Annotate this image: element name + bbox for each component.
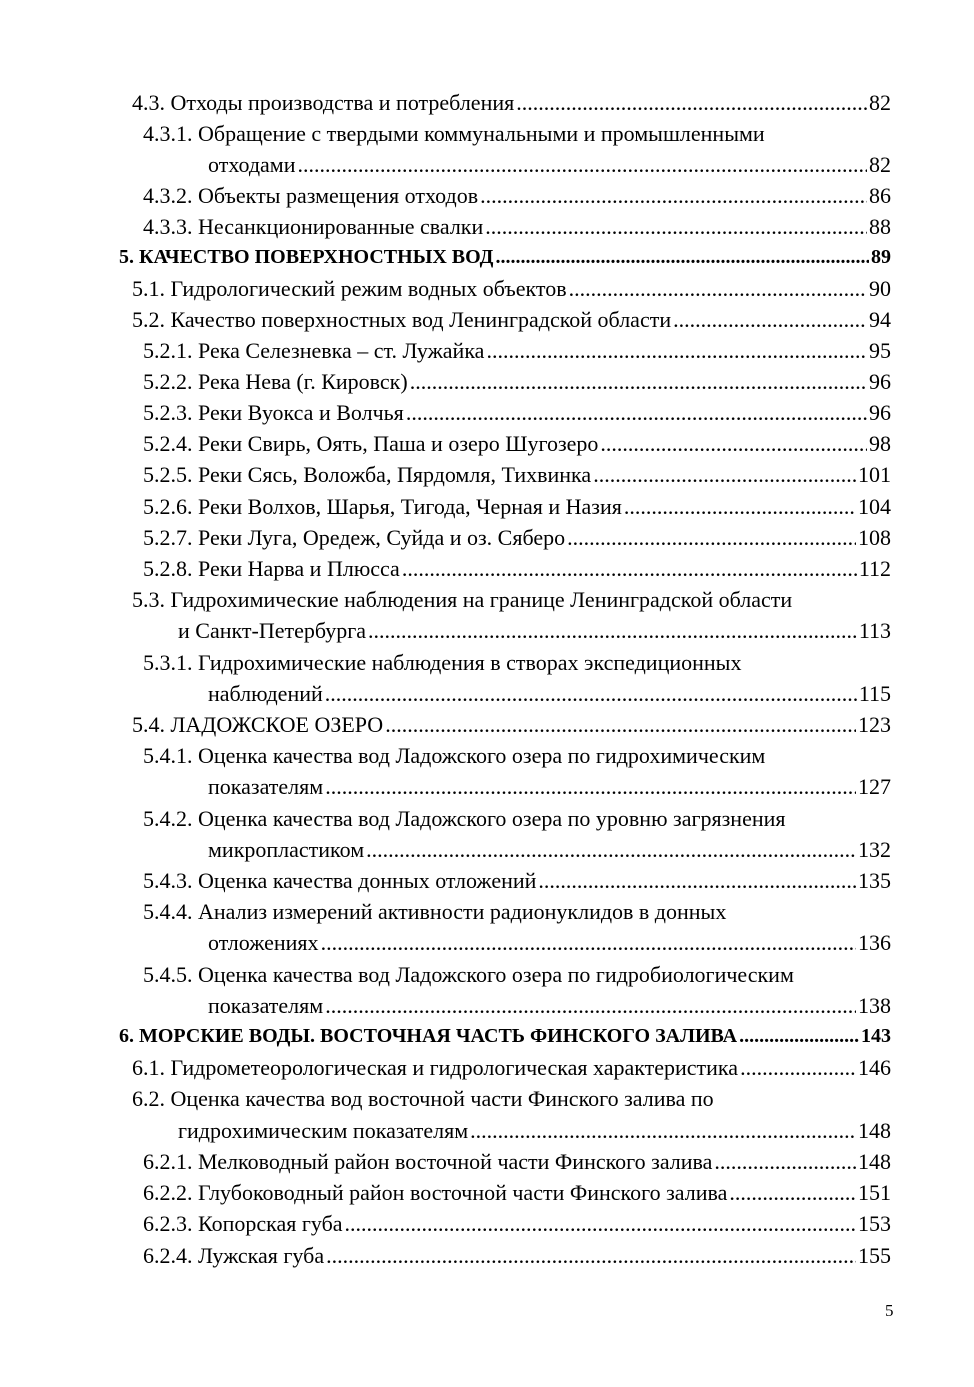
toc-entry-title: 5.1. Гидрологический режим водных объектов (132, 276, 567, 301)
dot-leader (325, 990, 856, 1021)
toc-entry[interactable] (132, 584, 792, 615)
dot-leader (368, 615, 857, 646)
toc-entry[interactable] (143, 180, 891, 211)
toc-entry-title: 5.2. Качество поверхностных вод Ленинградской области (132, 307, 672, 332)
dot-leader (740, 1052, 856, 1083)
toc-entry-title: 6. МОРСКИЕ ВОДЫ. ВОСТОЧНАЯ ЧАСТЬ ФИНСКОГО ЗАЛИВА (119, 1025, 738, 1047)
page-number: 5 (885, 1301, 894, 1320)
toc-entry-page: 94 (869, 307, 891, 332)
toc-entry[interactable] (143, 397, 891, 428)
dot-leader (325, 771, 856, 802)
toc-entry[interactable] (143, 459, 891, 490)
toc-entry[interactable] (143, 366, 891, 397)
toc-entry-title: 6.2. Оценка качества вод восточной части Финского залива по (132, 1086, 714, 1111)
dot-leader (366, 834, 856, 865)
toc-entry-title: 5.4.3. Оценка качества донных отложений (143, 868, 537, 893)
toc-entry-page: 153 (858, 1211, 891, 1236)
toc-entry-title: 5.4.5. Оценка качества вод Ладожского озера по гидробиологическим (143, 962, 794, 987)
dot-leader (326, 1240, 856, 1271)
dot-leader (567, 522, 856, 553)
toc-entry-title: 4.3.3. Несанкционированные свалки (143, 214, 484, 239)
toc-entry[interactable] (143, 740, 765, 771)
toc-entry[interactable] (143, 803, 786, 834)
toc-entry[interactable] (143, 1146, 891, 1177)
toc-entry-title: 5.4.4. Анализ измерений активности радионуклидов в донных (143, 899, 727, 924)
toc-entry[interactable] (143, 896, 726, 927)
toc-entry[interactable] (132, 1052, 891, 1083)
toc-entry-title: показателям (208, 993, 324, 1018)
dot-leader (714, 1146, 856, 1177)
toc-entry-title: 5. КАЧЕСТВО ПОВЕРХНОСТНЫХ ВОД (119, 246, 494, 268)
toc-entry[interactable] (143, 1177, 891, 1208)
toc-entry-title: 5.4.2. Оценка качества вод Ладожского озера по уровню загрязнения (143, 806, 786, 831)
dot-leader (673, 304, 867, 335)
toc-entry-page: 113 (858, 618, 891, 643)
toc-entry-page: 127 (858, 774, 891, 799)
toc-entry-title: 5.2.2. Река Нева (г. Кировск) (143, 369, 408, 394)
toc-entry-page: 143 (861, 1025, 891, 1047)
toc-entry-title: 5.2.6. Реки Волхов, Шарья, Тигода, Черная и Назия (143, 494, 622, 519)
toc-entry-title: 6.2.1. Мелководный район восточной части Финского залива (143, 1149, 713, 1174)
toc-entry[interactable] (208, 678, 891, 709)
toc-entry[interactable] (132, 1083, 714, 1114)
toc-entry-title: 5.2.1. Река Селезневка – ст. Лужайка (143, 338, 485, 363)
toc-entry-title: 5.2.7. Реки Луга, Оредеж, Суйда и оз. Сяберо (143, 525, 566, 550)
dot-leader (516, 87, 867, 118)
dot-leader (406, 397, 867, 428)
toc-entry[interactable] (208, 771, 891, 802)
dot-leader (495, 242, 869, 273)
toc-entry[interactable] (119, 242, 891, 273)
toc-entry[interactable] (208, 927, 891, 958)
toc-entry-title: наблюдений (208, 681, 323, 706)
dot-leader (480, 180, 867, 211)
toc-entry[interactable] (119, 1021, 891, 1052)
toc-entry-page: 148 (858, 1118, 891, 1143)
toc-entry[interactable] (132, 709, 891, 740)
toc-entry[interactable] (143, 959, 794, 990)
dot-leader (729, 1177, 856, 1208)
dot-leader (624, 491, 856, 522)
toc-entry-title: 5.3. Гидрохимические наблюдения на границе Ленинградской области (132, 587, 793, 612)
toc-entry-title: 5.4.1. Оценка качества вод Ладожского озера по гидрохимическим (143, 743, 766, 768)
toc-entry-page: 101 (858, 462, 891, 487)
dot-leader (593, 459, 856, 490)
toc-entry-title: 4.3.2. Объекты размещения отходов (143, 183, 479, 208)
toc-entry-title: микропластиком (208, 837, 365, 862)
toc-entry-title: гидрохимическим показателям (178, 1118, 469, 1143)
toc-entry-title: 6.2.4. Лужская губа (143, 1243, 325, 1268)
toc-entry-page: 90 (869, 276, 891, 301)
toc-entry-page: 86 (869, 183, 891, 208)
toc-entry[interactable] (143, 211, 891, 242)
toc-entry[interactable] (143, 428, 891, 459)
toc-entry-page: 115 (858, 681, 891, 706)
toc-entry-page: 138 (858, 993, 891, 1018)
toc-entry[interactable] (143, 491, 891, 522)
toc-entry[interactable] (208, 990, 891, 1021)
toc-entry-title: 4.3.1. Обращение с твердыми коммунальными и промышленными (143, 121, 765, 146)
toc-entry-page: 98 (869, 431, 891, 456)
toc-entry-title: 5.2.4. Реки Свирь, Оять, Паша и озеро Шугозеро (143, 431, 599, 456)
dot-leader (298, 149, 867, 180)
toc-entry-page: 89 (871, 246, 891, 268)
toc-entry[interactable] (132, 87, 891, 118)
toc-entry-title: 4.3. Отходы производства и потребления (132, 90, 515, 115)
toc-entry-page: 82 (869, 90, 891, 115)
toc-entry[interactable] (208, 149, 891, 180)
toc-entry-title: 6.2.3. Копорская губа (143, 1211, 343, 1236)
dot-leader (486, 335, 867, 366)
toc-entry-title: отходами (208, 152, 296, 177)
toc-entry[interactable] (143, 647, 741, 678)
toc-entry-title: отложениях (208, 930, 319, 955)
dot-leader (325, 678, 857, 709)
toc-entry[interactable] (143, 522, 891, 553)
toc-entry-page: 155 (858, 1243, 891, 1268)
toc-entry[interactable] (178, 615, 891, 646)
toc-entry[interactable] (143, 553, 891, 584)
dot-leader (321, 927, 856, 958)
toc-entry-page: 148 (858, 1149, 891, 1174)
toc-entry-page: 108 (858, 525, 891, 550)
dot-leader (385, 709, 856, 740)
dot-leader (345, 1208, 856, 1239)
toc-entry-page: 123 (858, 712, 891, 737)
dot-leader (470, 1115, 856, 1146)
toc-entry[interactable] (132, 273, 891, 304)
toc-entry-page: 96 (869, 369, 891, 394)
dot-leader (739, 1021, 859, 1052)
toc-entry[interactable] (143, 1240, 891, 1271)
toc-entry-title: 6.1. Гидрометеорологическая и гидрологическая характеристика (132, 1055, 739, 1080)
dot-leader (402, 553, 857, 584)
dot-leader (569, 273, 867, 304)
toc-entry-page: 88 (869, 214, 891, 239)
toc-entry[interactable] (143, 335, 891, 366)
toc-entry-title: 5.2.5. Реки Сясь, Воложба, Пярдомля, Тихвинка (143, 462, 592, 487)
toc-entry-page: 136 (858, 930, 891, 955)
toc-entry-title: 6.2.2. Глубоководный район восточной части Финского залива (143, 1180, 728, 1205)
dot-leader (600, 428, 867, 459)
toc-entry-title: 5.4. ЛАДОЖСКОЕ ОЗЕРО (132, 712, 384, 737)
toc-entry-page: 95 (869, 338, 891, 363)
toc-entry[interactable] (178, 1115, 891, 1146)
toc-entry-page: 151 (858, 1180, 891, 1205)
toc-entry-page: 82 (869, 152, 891, 177)
toc-entry-page: 112 (858, 556, 891, 581)
toc-entry-page: 132 (858, 837, 891, 862)
toc-entry-title: 5.2.3. Реки Вуокса и Волчья (143, 400, 404, 425)
toc-entry[interactable] (132, 304, 891, 335)
toc-entry-title: 5.3.1. Гидрохимические наблюдения в створах экспедиционных (143, 650, 742, 675)
toc-entry[interactable] (143, 865, 891, 896)
toc-entry-title: показателям (208, 774, 324, 799)
toc-entry-page: 96 (869, 400, 891, 425)
dot-leader (410, 366, 867, 397)
toc-entry[interactable] (208, 834, 891, 865)
toc-entry-title: и Санкт-Петербурга (178, 618, 366, 643)
toc-entry-title: 5.2.8. Реки Нарва и Плюсса (143, 556, 400, 581)
dot-leader (538, 865, 856, 896)
toc-entry-page: 135 (858, 868, 891, 893)
toc-entry-page: 104 (858, 494, 891, 519)
toc-entry-page: 146 (858, 1055, 891, 1080)
dot-leader (485, 211, 867, 242)
toc-entry[interactable] (143, 1208, 891, 1239)
toc-entry[interactable] (143, 118, 765, 149)
